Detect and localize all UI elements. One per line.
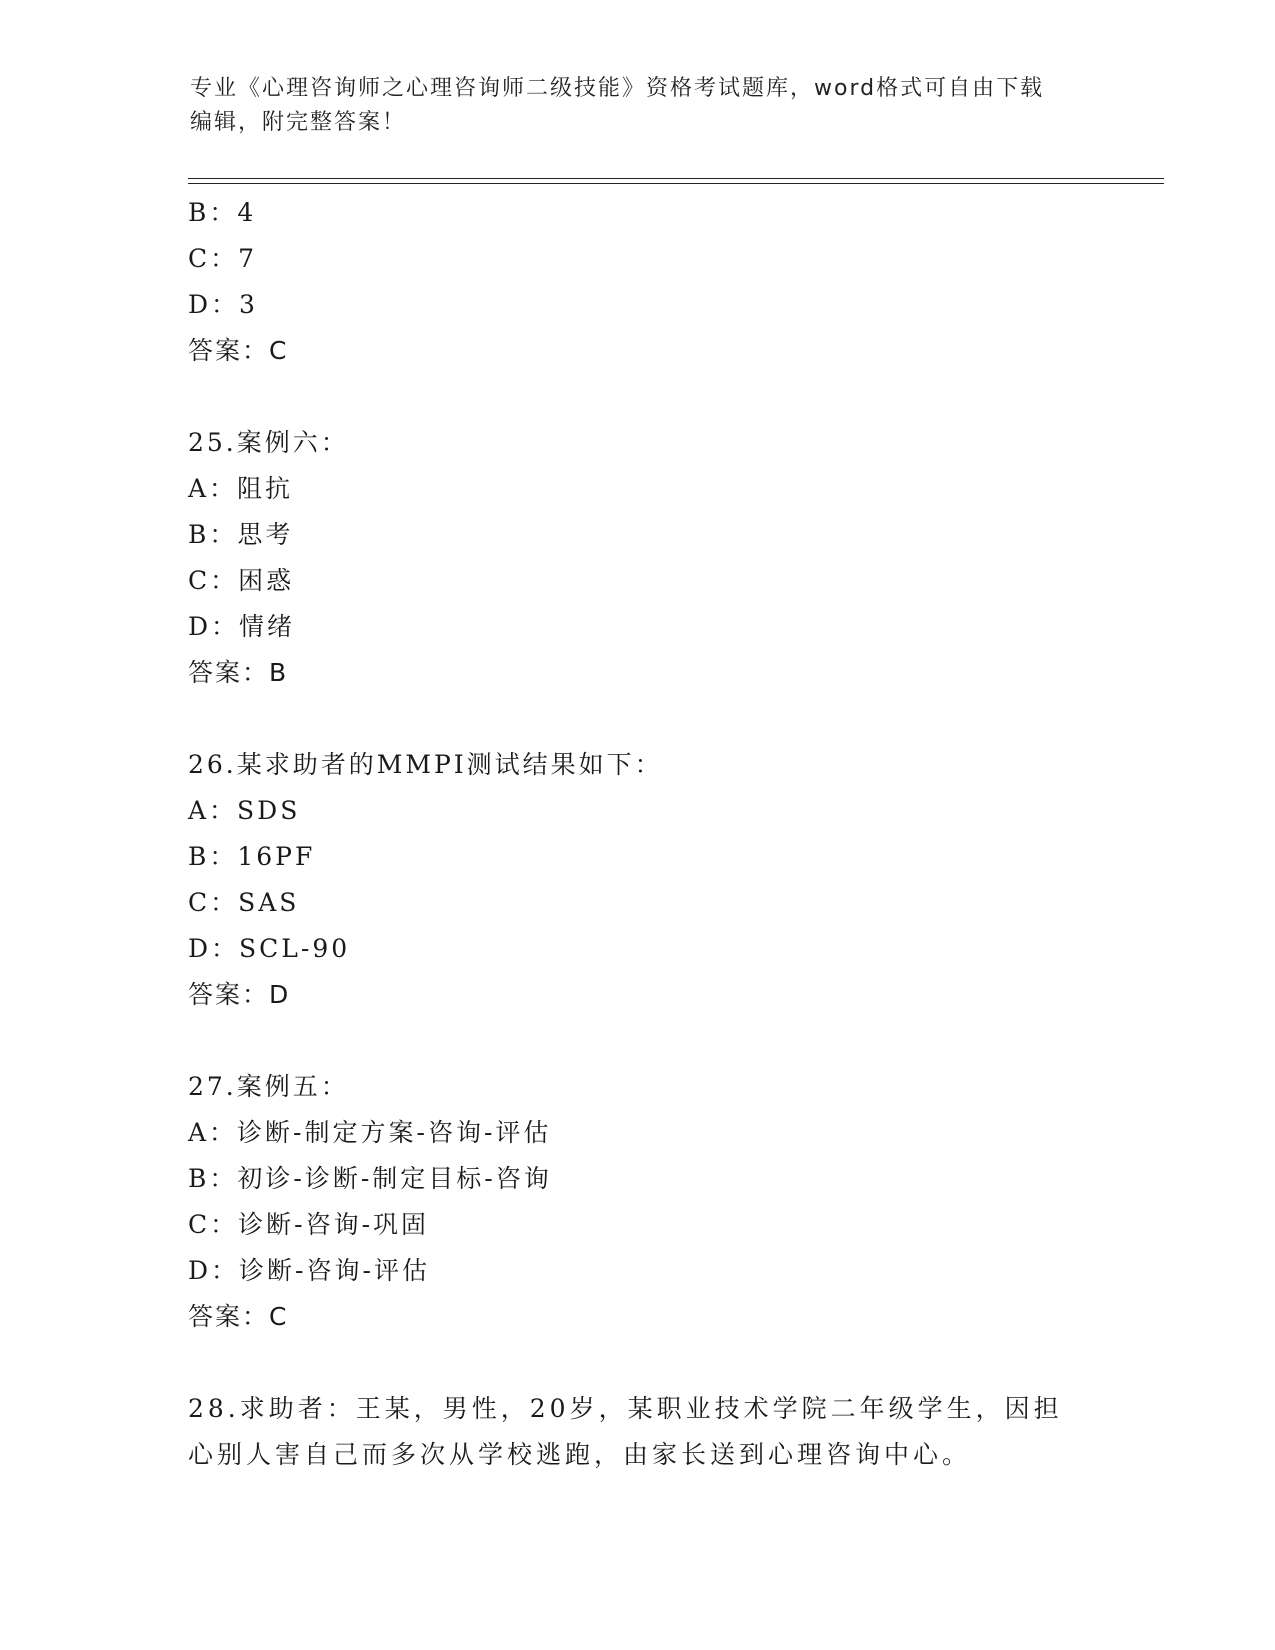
spacer bbox=[188, 374, 1148, 420]
option-d: D：诊断-咨询-评估 bbox=[188, 1256, 430, 1285]
question-25 bbox=[188, 420, 1148, 696]
question-26 bbox=[188, 742, 1148, 1018]
question-27 bbox=[188, 1064, 1148, 1340]
option-c: C：SAS bbox=[188, 888, 300, 917]
answer-line: 答案：C bbox=[188, 336, 289, 365]
question-24-tail bbox=[188, 190, 1148, 374]
header-line-2: 编辑，附完整答案！ bbox=[190, 110, 407, 135]
option-a: A：SDS bbox=[188, 796, 301, 825]
question-stem: 25.案例六： bbox=[188, 428, 349, 457]
question-28 bbox=[188, 1386, 1148, 1478]
option-b: B：4 bbox=[188, 198, 257, 227]
question-stem: 26.某求助者的MMPI测试结果如下： bbox=[188, 750, 663, 779]
option-a: A：诊断-制定方案-咨询-评估 bbox=[188, 1118, 552, 1147]
question-stem: 28.求助者：王某，男性，20岁，某职业技术学院二年级学生，因担心别人害自己而多次从学校逃跑，由家长送到心理咨询中心。 bbox=[188, 1394, 1063, 1469]
option-b: B：思考 bbox=[188, 520, 294, 549]
answer-line: 答案：D bbox=[188, 980, 291, 1009]
header-divider-top bbox=[188, 178, 1164, 179]
option-a: A：阻抗 bbox=[188, 474, 294, 503]
spacer bbox=[188, 1018, 1148, 1064]
option-c: C：诊断-咨询-巩固 bbox=[188, 1210, 430, 1239]
header-line-1: 专业《心理咨询师之心理咨询师二级技能》资格考试题库，word格式可自由下载 bbox=[190, 76, 1045, 101]
question-list bbox=[188, 190, 1148, 1478]
option-b: B：初诊-诊断-制定目标-咨询 bbox=[188, 1164, 552, 1193]
spacer bbox=[188, 696, 1148, 742]
option-c: C：7 bbox=[188, 244, 258, 273]
page-header bbox=[190, 72, 1090, 140]
option-d: D：情绪 bbox=[188, 612, 296, 641]
answer-line: 答案：B bbox=[188, 658, 289, 687]
option-c: C：困惑 bbox=[188, 566, 295, 595]
header-divider-bottom bbox=[188, 183, 1164, 184]
question-stem: 27.案例五： bbox=[188, 1072, 349, 1101]
answer-line: 答案：C bbox=[188, 1302, 289, 1331]
option-d: D：SCL-90 bbox=[188, 934, 351, 963]
option-d: D：3 bbox=[188, 290, 258, 319]
option-b: B：16PF bbox=[188, 842, 316, 871]
spacer bbox=[188, 1340, 1148, 1386]
